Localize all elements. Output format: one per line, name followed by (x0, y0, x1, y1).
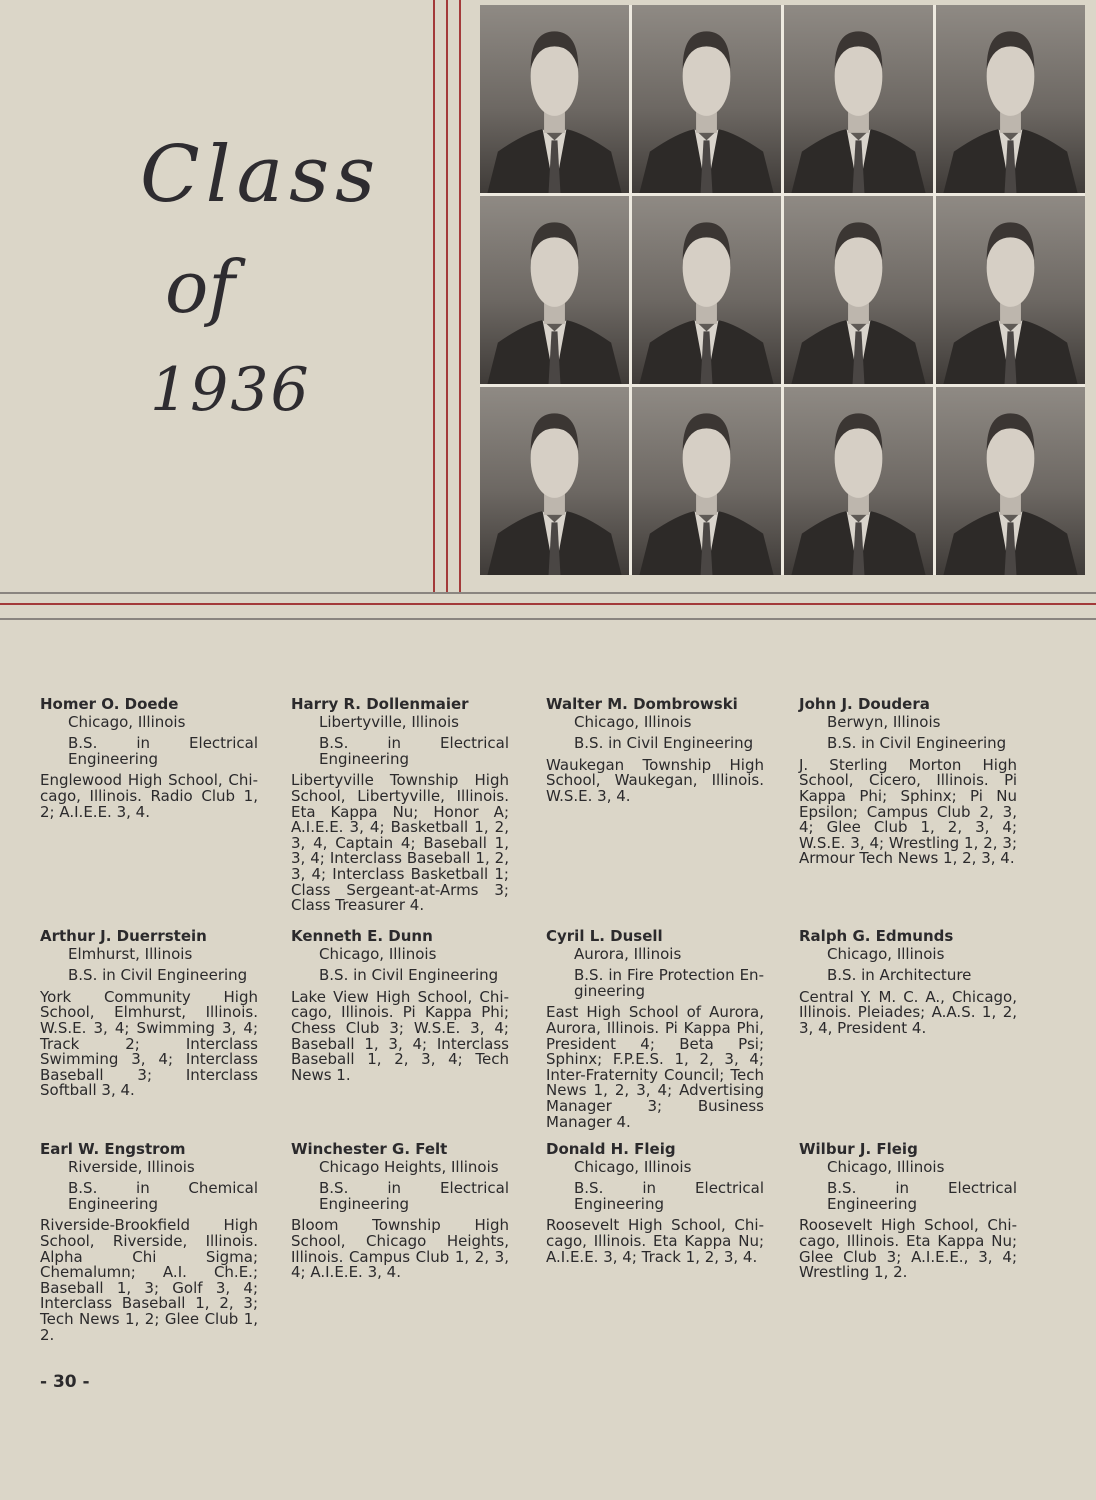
student-name: Wilbur J. Fleig (799, 1140, 918, 1158)
page-number: - 30 - (40, 1372, 90, 1392)
portrait-photo (632, 5, 781, 193)
student-bio: Riverside-Brookfield High School, Riverside, Illinois. Alpha Chi Sigma; Chemalumn; A.I. Ch.E.; Baseball 1, 3; Golf 3, 4; Interclass Baseball 1, 2, 3; Tech News 1, 2; Glee Club 1, 2. (40, 1216, 258, 1344)
student-degree: B.S. in Civil Engineering (319, 966, 499, 985)
student-name: Ralph G. Edmunds (799, 927, 954, 945)
portrait-photo (480, 5, 629, 193)
portrait-photo (784, 196, 933, 384)
horizontal-rule-2 (0, 603, 1096, 605)
student-entry (291, 697, 509, 914)
student-entry (799, 697, 1017, 867)
student-bio: York Community High School, Elmhurst, Illinois. W.S.E. 3, 4; Swimming 3, 4; Track 2; Interclass Swimming 3, 4; Interclass Baseball 3; Interclass Softball 3, 4. (40, 987, 258, 1100)
portrait-photo (936, 5, 1085, 193)
student-bio: Waukegan Township High School, Waukegan, Illinois. W.S.E. 3, 4. (546, 755, 764, 805)
horizontal-rule-1 (0, 592, 1096, 594)
student-hometown: Chicago, Illinois (319, 944, 437, 963)
student-name: Earl W. Engstrom (40, 1140, 186, 1158)
portrait-photo (936, 387, 1085, 575)
student-hometown: Chicago, Illinois (68, 712, 186, 731)
student-bio: Roosevelt High School, Chicago, Illinois. Eta Kappa Nu; Glee Club 3; A.I.E.E., 3, 4; Wrestling 1, 2. (799, 1216, 1017, 1282)
student-degree: B.S. in Electrical Engineering (68, 734, 258, 768)
portrait-photo (480, 387, 629, 575)
page-title (135, 130, 395, 430)
student-degree: B.S. in Fire Protection Engineering (574, 966, 764, 1000)
portrait-photo (936, 196, 1085, 384)
student-degree: B.S. in Civil Engineering (827, 734, 1007, 753)
title-of: of (165, 245, 235, 329)
vertical-rule-3 (459, 0, 461, 592)
student-degree: B.S. in Electrical Engineering (574, 1179, 764, 1213)
portrait-photo (480, 196, 629, 384)
student-hometown: Riverside, Illinois (68, 1157, 195, 1176)
student-hometown: Chicago, Illinois (574, 712, 692, 731)
student-bio: Central Y. M. C. A., Chicago, Illinois. Pleiades; A.A.S. 1, 2, 3, 4, President 4. (799, 987, 1017, 1037)
student-entry (546, 697, 764, 805)
portrait-grid (480, 5, 1085, 575)
student-bio: J. Sterling Morton High School, Cicero, Illinois. Pi Kappa Phi; Sphinx; Pi Nu Epsilon; Campus Club 2, 3, 4; Glee Club 1, 2, 3, 4; W.S.E. 3, 4; Wrestling 1, 2, 3; Armour Tech News 1, 2, 3, 4. (799, 755, 1017, 868)
vertical-rule-2 (446, 0, 448, 592)
student-degree: B.S. in Electrical Engineering (319, 1179, 509, 1213)
portrait-photo (784, 5, 933, 193)
student-hometown: Berwyn, Illinois (827, 712, 941, 731)
student-bio: Englewood High School, Chicago, Illinois. Radio Club 1, 2; A.I.E.E. 3, 4. (40, 771, 258, 821)
student-bio: Libertyville Township High School, Libertyville, Illinois. Eta Kappa Nu; Honor A; A.I.E.E. 3, 4; Basketball 1, 2, 3, 4, Captain 4; Baseball 1, 3, 4; Interclass Baseball 1, 2, 3, 4; Interclass Basketball 1; Class Sergeant-at-Arms 3; Class Treasurer 4. (291, 771, 509, 915)
portrait-photo (632, 196, 781, 384)
student-entry (799, 1142, 1017, 1281)
student-entry (40, 1142, 258, 1343)
horizontal-rule-3 (0, 618, 1096, 620)
student-degree: B.S. in Civil Engineering (68, 966, 248, 985)
student-hometown: Libertyville, Illinois (319, 712, 459, 731)
student-hometown: Chicago, Illinois (574, 1157, 692, 1176)
student-name: Kenneth E. Dunn (291, 927, 433, 945)
student-hometown: Aurora, Illinois (574, 944, 682, 963)
student-name: Arthur J. Duerrstein (40, 927, 207, 945)
student-bio: East High School of Aurora, Aurora, Illinois. Pi Kappa Phi, President 4; Beta Psi; Sphinx; F.P.E.S. 1, 2, 3, 4; Inter-Fraternity Council; Tech News 1, 2, 3, 4; Advertising Manager 3; Business Manager 4. (546, 1003, 764, 1131)
student-name: Walter M. Dombrowski (546, 695, 738, 713)
vertical-rule-1 (433, 0, 435, 592)
portrait-photo (784, 387, 933, 575)
student-degree: B.S. in Electrical Engineering (827, 1179, 1017, 1213)
student-entry (291, 929, 509, 1083)
student-name: Donald H. Fleig (546, 1140, 676, 1158)
student-entry (40, 697, 258, 820)
student-name: Homer O. Doede (40, 695, 179, 713)
student-entry (40, 929, 258, 1099)
title-year: 1936 (150, 355, 311, 425)
student-hometown: Chicago, Illinois (827, 1157, 945, 1176)
student-entry (799, 929, 1017, 1037)
student-degree: B.S. in Civil Engineering (574, 734, 754, 753)
student-entry (546, 929, 764, 1130)
student-bio: Bloom Township High School, Chicago Heights, Illinois. Campus Club 1, 2, 3, 4; A.I.E.E. 3, 4. (291, 1216, 509, 1282)
title-class: Class (140, 130, 382, 220)
student-entry (546, 1142, 764, 1265)
student-name: Winchester G. Felt (291, 1140, 448, 1158)
student-name: Cyril L. Dusell (546, 927, 663, 945)
student-hometown: Chicago Heights, Illinois (319, 1157, 499, 1176)
student-degree: B.S. in Electrical Engineering (319, 734, 509, 768)
student-hometown: Chicago, Illinois (827, 944, 945, 963)
student-name: Harry R. Dollenmaier (291, 695, 469, 713)
student-hometown: Elmhurst, Illinois (68, 944, 193, 963)
student-degree: B.S. in Architecture (827, 966, 972, 985)
student-name: John J. Doudera (799, 695, 930, 713)
student-entry (291, 1142, 509, 1281)
student-degree: B.S. in Chemical Engineering (68, 1179, 258, 1213)
portrait-photo (632, 387, 781, 575)
student-bio: Roosevelt High School, Chicago, Illinois. Eta Kappa Nu; A.I.E.E. 3, 4; Track 1, 2, 3, 4. (546, 1216, 764, 1266)
student-bio: Lake View High School, Chicago, Illinois. Pi Kappa Phi; Chess Club 3; W.S.E. 3, 4; Baseball 1, 3, 4; Interclass Baseball 1, 2, 3, 4; Tech News 1. (291, 987, 509, 1084)
